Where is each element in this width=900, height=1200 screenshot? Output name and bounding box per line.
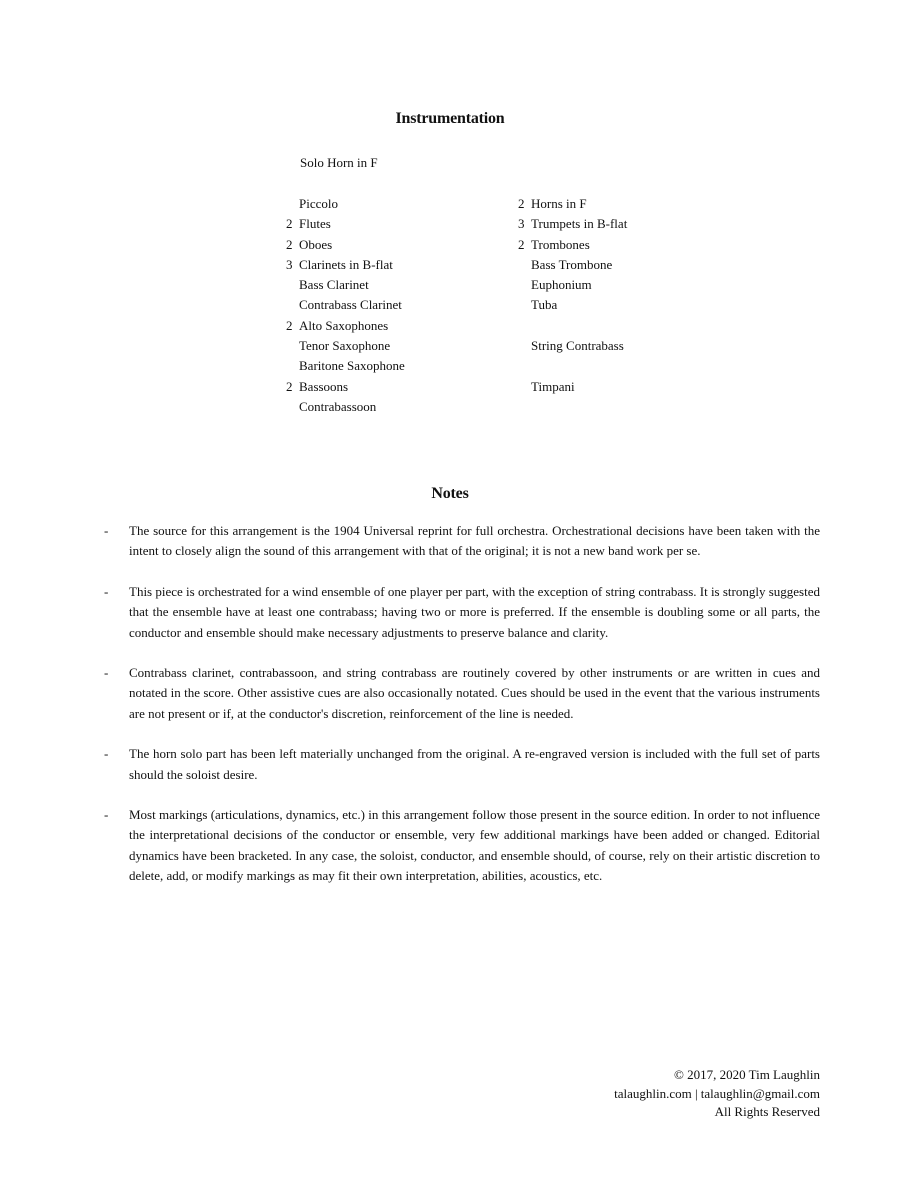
instrument-row — [286, 295, 405, 315]
instrument-name: String Contrabass — [531, 338, 624, 354]
instrument-row — [286, 316, 405, 336]
instrument-row — [518, 194, 627, 214]
instrument-count: 2 — [286, 216, 293, 232]
instrumentation-title: Instrumentation — [395, 110, 505, 127]
instrument-row — [286, 194, 405, 214]
note-bullet: - — [104, 523, 109, 538]
note-bullet: - — [104, 665, 109, 681]
instrument-name: Clarinets in B-flat — [299, 256, 393, 272]
note-item — [0, 805, 900, 887]
instrument-name: Tuba — [531, 297, 558, 313]
rights-line: All Rights Reserved — [714, 1104, 820, 1119]
instrument-count — [286, 397, 299, 417]
instrument-row — [286, 235, 405, 255]
instrument-name: Euphonium — [531, 277, 592, 293]
instrument-row — [518, 316, 627, 336]
instrument-row — [518, 377, 627, 397]
instrument-count: 2 — [518, 196, 525, 211]
instrument-count — [518, 316, 531, 336]
instrument-name: Tenor Saxophone — [299, 338, 391, 354]
solo-instrument: Solo Horn in F — [300, 155, 378, 170]
instrument-count: 2 — [286, 378, 293, 394]
notes-list — [0, 521, 900, 907]
instrument-name: Trumpets in B-flat — [531, 216, 628, 232]
note-text: The source for this arrangement is the 1904 Universal reprint for full orchestra. Orchestrational decisions have been taken with the intent to closely align the sound of this arrangement with that of the original; it is not a new band work per se. — [129, 523, 820, 559]
instrument-row — [518, 336, 627, 356]
note-item — [0, 582, 900, 643]
instrument-count: 2 — [286, 317, 293, 333]
instrument-count — [518, 295, 531, 315]
instrument-name: Horns in F — [531, 196, 587, 211]
instrument-count — [518, 336, 531, 356]
instrument-count — [286, 275, 299, 295]
instrument-name: Timpani — [531, 378, 575, 394]
instrument-row — [286, 214, 405, 234]
instrument-count — [518, 356, 531, 376]
instrument-name: Bassoons — [299, 378, 349, 394]
instrument-count: 3 — [286, 256, 293, 272]
instrument-list-woodwinds — [286, 194, 405, 417]
notes-title: Notes — [431, 485, 469, 502]
instrument-count — [518, 255, 531, 275]
instrument-name: Baritone Saxophone — [299, 358, 405, 374]
instrument-row — [286, 275, 405, 295]
instrument-list-brass-strings-percussion — [518, 194, 627, 397]
instrument-name: Trombones — [531, 236, 590, 252]
note-bullet: - — [104, 807, 109, 823]
instrument-row — [286, 356, 405, 376]
instrument-row — [518, 235, 627, 255]
instrument-row — [518, 356, 627, 376]
instrument-row — [286, 397, 405, 417]
instrument-count — [286, 194, 299, 214]
instrument-row — [286, 377, 405, 397]
instrument-row — [286, 255, 405, 275]
instrument-name: Bass Clarinet — [299, 277, 369, 293]
note-bullet: - — [104, 583, 109, 599]
instrument-count — [518, 377, 531, 397]
instrument-count — [286, 295, 299, 315]
note-item — [0, 521, 900, 562]
note-text: This piece is orchestrated for a wind ensemble of one player per part, with the exception of string contrabass. It is strongly suggested that the ensemble have at least one contrabass; having two or more is preferred. If the ensemble is doubling some or all parts, the conductor and ensemble should make necessary adjustments to preserve balance and clarity. — [129, 583, 820, 640]
instrument-count — [286, 336, 299, 356]
instrument-name: Flutes — [299, 216, 331, 232]
instrument-name: Bass Trombone — [531, 256, 613, 272]
instrument-name: Alto Saxophones — [299, 317, 389, 333]
note-bullet: - — [104, 746, 109, 762]
instrument-count — [518, 275, 531, 295]
instrument-row — [518, 295, 627, 315]
copyright-line: © 2017, 2020 Tim Laughlin — [673, 1067, 820, 1082]
instrument-count: 2 — [518, 236, 525, 252]
instrument-count: 2 — [286, 236, 293, 252]
instrument-name: Oboes — [299, 236, 333, 252]
instrument-row — [518, 214, 627, 234]
contact-line: talaughlin.com | talaughlin@gmail.com — [614, 1085, 820, 1101]
instrument-name: Contrabassoon — [299, 398, 377, 414]
instrument-row — [518, 275, 627, 295]
instrument-row — [286, 336, 405, 356]
note-item — [0, 663, 900, 724]
note-text: The horn solo part has been left materially unchanged from the original. A re-engraved version is included with the full set of parts should the soloist desire. — [129, 746, 820, 782]
note-text: Most markings (articulations, dynamics, etc.) in this arrangement follow those present in the source edition. In order to not influence the interpretational decisions of the conductor or ensemble, very few additional markings have been added or changed. Editorial dynamics have been bracketed. In any case, the soloist, conductor, and ensemble should, of course, rely on their artistic discretion to delete, add, or modify markings as may fit their own interpretation, abilities, acoustics, etc. — [129, 807, 820, 884]
instrument-row — [518, 255, 627, 275]
instrument-name: Piccolo — [299, 196, 338, 211]
footer — [614, 1066, 820, 1122]
instrument-count — [286, 356, 299, 376]
instrument-count: 3 — [518, 216, 525, 232]
note-text: Contrabass clarinet, contrabassoon, and string contrabass are routinely covered by other instruments or are written in cues and notated in the score. Other assistive cues are also occasionally notated. Cues should be used in the event that the various instruments are not present or if, at the conductor's discretion, reinforcement of the line is needed. — [129, 665, 820, 721]
instrument-name: Contrabass Clarinet — [299, 297, 402, 313]
note-item — [0, 744, 900, 785]
